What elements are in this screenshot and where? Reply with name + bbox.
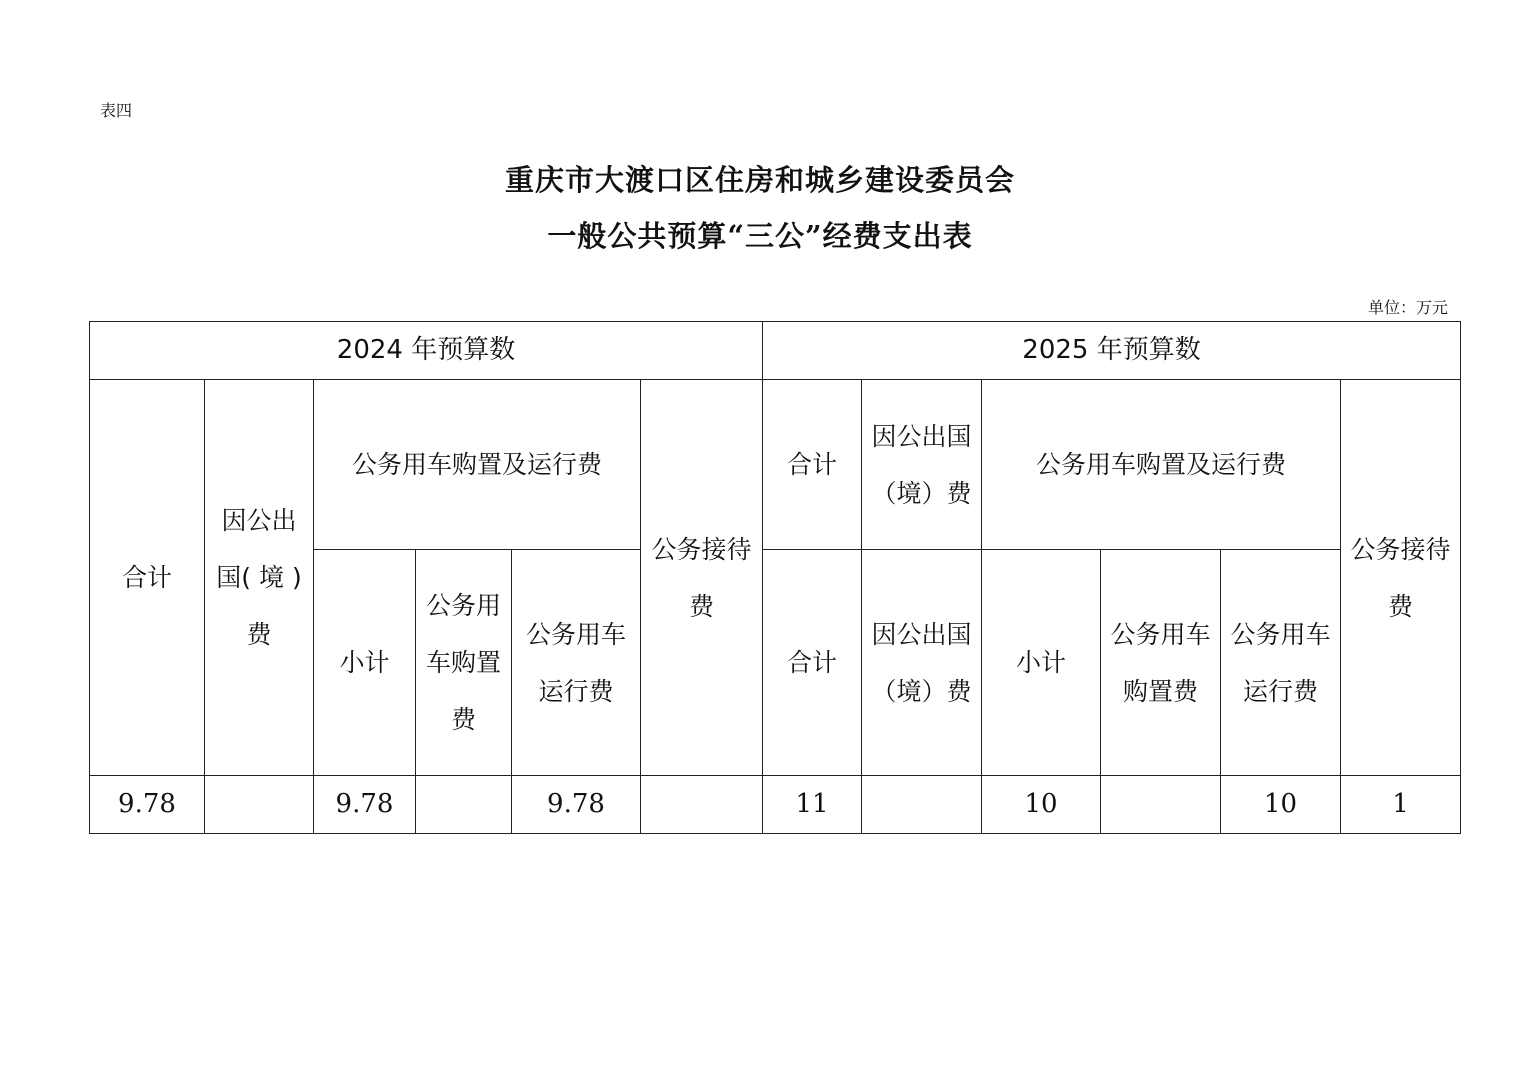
- cell-reception-2025: 1: [1341, 776, 1461, 834]
- header-vehicle-running-2024: 公务用车运行费: [512, 550, 641, 776]
- header-total-2024: 合计: [90, 380, 205, 776]
- header-total-2025: 合计: [763, 380, 862, 550]
- page-title-line2: 一般公共预算“三公”经费支出表: [547, 219, 973, 253]
- cell-vehicle-purchase-2024: [416, 776, 512, 834]
- header-total-2025-sub: 合计: [763, 550, 862, 776]
- unit-label: 单位：万元: [1367, 298, 1448, 317]
- header-abroad-2025-sub: 因公出国（境）费: [862, 550, 982, 776]
- header-abroad-2024: 因公出国( 境 )费: [205, 380, 314, 776]
- header-vehicle-2024: 公务用车购置及运行费: [314, 380, 641, 550]
- header-subtotal-2025: 小计: [982, 550, 1101, 776]
- cell-abroad-2024: [205, 776, 314, 834]
- cell-subtotal-2024: 9.78: [314, 776, 416, 834]
- cell-total-2024: 9.78: [90, 776, 205, 834]
- header-reception-2024: 公务接待费: [641, 380, 763, 776]
- cell-vehicle-running-2024: 9.78: [512, 776, 641, 834]
- cell-subtotal-2025: 10: [982, 776, 1101, 834]
- header-reception-2025: 公务接待费: [1341, 380, 1461, 776]
- cell-total-2025: 11: [763, 776, 862, 834]
- page-title-line1: 重庆市大渡口区住房和城乡建设委员会: [504, 163, 1015, 197]
- header-vehicle-2025: 公务用车购置及运行费: [982, 380, 1341, 550]
- cell-reception-2024: [641, 776, 763, 834]
- header-abroad-2025: 因公出国（境）费: [862, 380, 982, 550]
- cell-vehicle-running-2025: 10: [1221, 776, 1341, 834]
- header-vehicle-purchase-2024: 公务用车购置费: [416, 550, 512, 776]
- header-vehicle-running-2025: 公务用车运行费: [1221, 550, 1341, 776]
- header-subtotal-2024: 小计: [314, 550, 416, 776]
- budget-table: [89, 321, 1461, 834]
- cell-vehicle-purchase-2025: [1101, 776, 1221, 834]
- header-2024: 2024 年预算数: [90, 322, 763, 380]
- table-label: 表四: [100, 101, 133, 120]
- header-2025: 2025 年预算数: [763, 322, 1461, 380]
- cell-abroad-2025: [862, 776, 982, 834]
- header-vehicle-purchase-2025: 公务用车购置费: [1101, 550, 1221, 776]
